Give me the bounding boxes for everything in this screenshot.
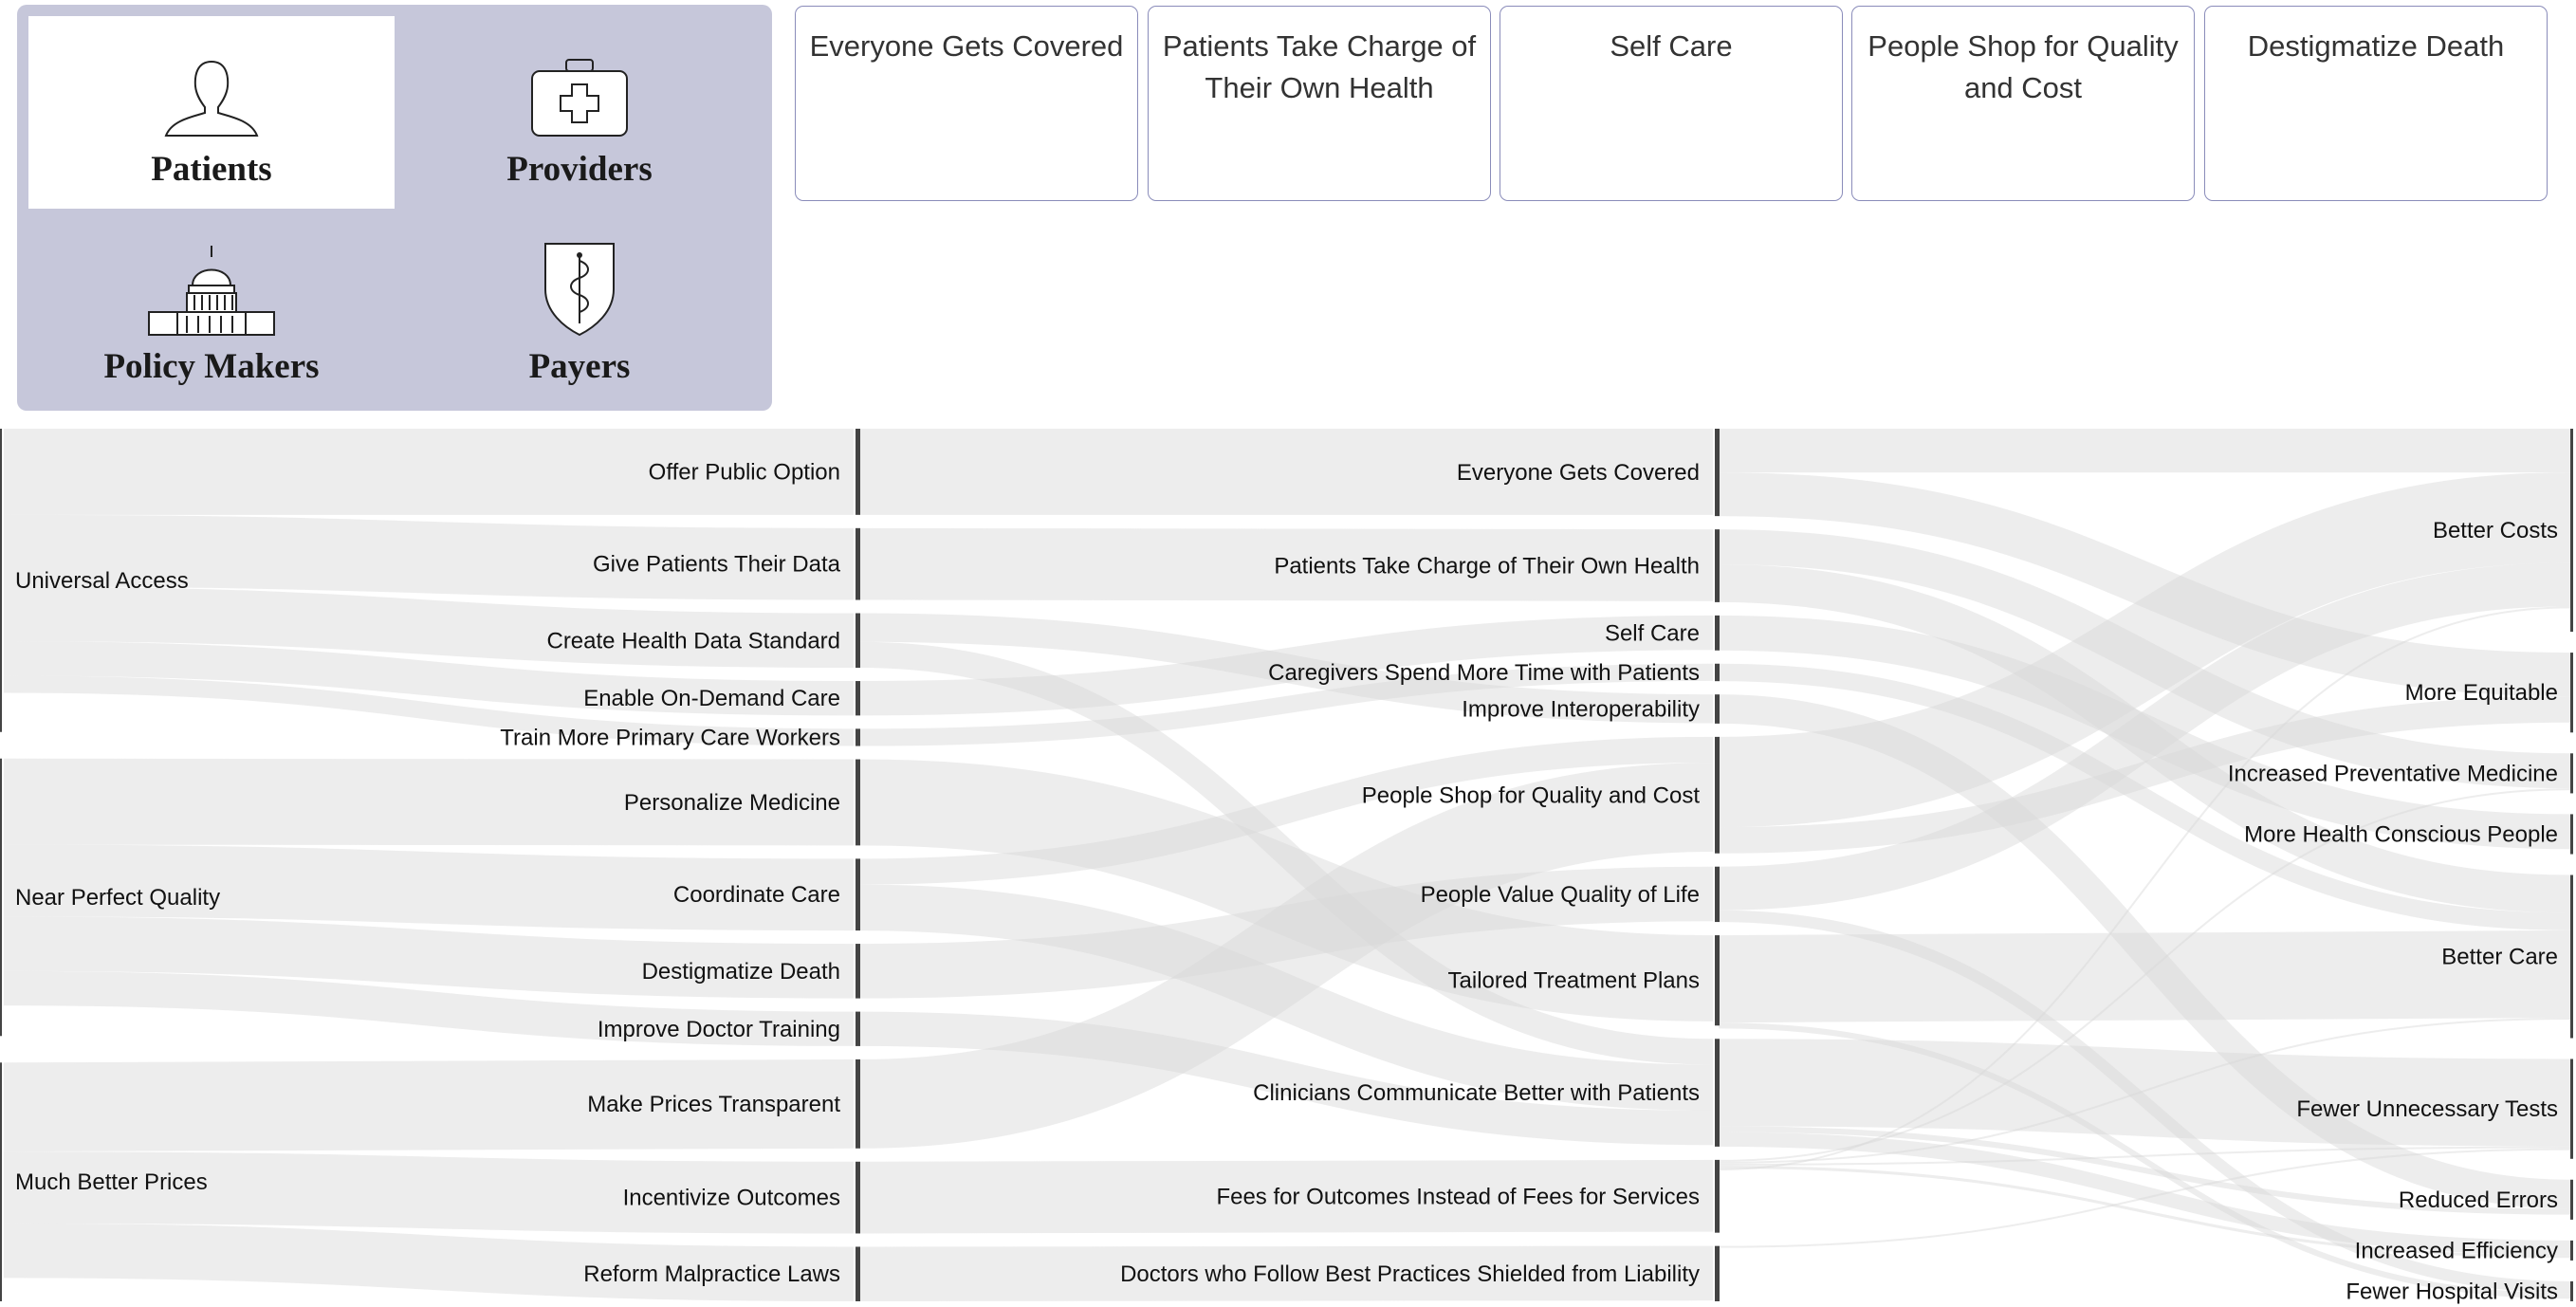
persona-label-payers: Payers	[528, 347, 631, 386]
sankey-node-chds[interactable]	[856, 614, 860, 669]
sankey-label-ii: Improve Interoperability	[1462, 696, 1700, 723]
goal-card-everyone-gets-covered[interactable]: Everyone Gets Covered	[795, 6, 1138, 201]
sankey-node-bca[interactable]	[2570, 875, 2573, 1039]
persona-label-policy-makers: Policy Makers	[103, 347, 320, 386]
sankey-label-cc: Coordinate Care	[672, 882, 840, 909]
sankey-label-mbp: Much Better Prices	[15, 1169, 208, 1196]
sankey-label-chds: Create Health Data Standard	[546, 628, 840, 654]
sankey-label-psq: People Shop for Quality and Cost	[1361, 782, 1700, 809]
sankey-node-sc[interactable]	[1715, 616, 1720, 651]
sankey-node-cc[interactable]	[856, 858, 860, 930]
sankey-node-idt[interactable]	[856, 1012, 860, 1046]
sankey-node-psq[interactable]	[1715, 737, 1720, 854]
sankey-node-rer[interactable]	[2570, 1180, 2573, 1220]
sankey-node-fut[interactable]	[2570, 1058, 2573, 1158]
sankey-label-dd: Destigmatize Death	[641, 958, 840, 985]
sankey-node-mhc[interactable]	[2570, 814, 2573, 854]
sankey-label-bco: Better Costs	[2432, 518, 2558, 544]
sankey-label-mhc: More Health Conscious People	[2244, 821, 2558, 848]
sankey-node-gptd[interactable]	[856, 528, 860, 600]
sankey-label-rml: Reform Malpractice Laws	[583, 1261, 840, 1288]
sankey-label-ptc: Patients Take Charge of Their Own Health	[1274, 553, 1700, 580]
sankey-node-ccb[interactable]	[1715, 1039, 1720, 1147]
sankey-label-gptd: Give Patients Their Data	[592, 551, 840, 578]
sankey-node-pm[interactable]	[856, 760, 860, 846]
goal-card-patients-take-charge[interactable]: Patients Take Charge of Their Own Health	[1148, 6, 1491, 201]
sankey-node-csm[interactable]	[1715, 664, 1720, 681]
sankey-label-pm: Personalize Medicine	[623, 789, 840, 816]
sankey-node-dfb[interactable]	[1715, 1246, 1720, 1301]
sankey-node-ua[interactable]	[0, 429, 2, 732]
sankey-label-idt: Improve Doctor Training	[597, 1016, 840, 1042]
sankey-node-fhv[interactable]	[2570, 1281, 2573, 1301]
sankey-label-io: Incentivize Outcomes	[622, 1185, 840, 1211]
sankey-node-eodc[interactable]	[856, 681, 860, 715]
sankey-label-rer: Reduced Errors	[2398, 1187, 2558, 1213]
sankey-label-ttp: Tailored Treatment Plans	[1447, 967, 1700, 994]
sankey-node-ipm[interactable]	[2570, 753, 2573, 793]
goal-card-self-care[interactable]: Self Care	[1500, 6, 1843, 201]
sankey-node-bco[interactable]	[2570, 429, 2573, 632]
sankey-label-tmpcw: Train More Primary Care Workers	[500, 725, 840, 751]
sankey-node-opo[interactable]	[856, 429, 860, 515]
sankey-label-eodc: Enable On-Demand Care	[583, 686, 840, 712]
sankey-label-sc: Self Care	[1604, 620, 1700, 647]
sankey-label-meq: More Equitable	[2404, 680, 2558, 707]
sankey-label-ipm: Increased Preventative Medicine	[2227, 761, 2558, 787]
sankey-label-fut: Fewer Unnecessary Tests	[2296, 1096, 2558, 1123]
sankey-label-ffo: Fees for Outcomes Instead of Fees for Services	[1216, 1184, 1700, 1210]
sankey-node-pvq[interactable]	[1715, 867, 1720, 922]
sankey-node-meq[interactable]	[2570, 653, 2573, 732]
sankey-node-ii[interactable]	[1715, 694, 1720, 724]
sankey-node-ttp[interactable]	[1715, 935, 1720, 1025]
sankey-node-ptc[interactable]	[1715, 529, 1720, 602]
sankey-label-mpt: Make Prices Transparent	[587, 1091, 840, 1117]
sankey-label-npq: Near Perfect Quality	[15, 885, 221, 911]
sankey-label-bca: Better Care	[2441, 944, 2558, 970]
sankey-node-mbp[interactable]	[0, 1062, 2, 1301]
persona-label-patients: Patients	[151, 150, 272, 189]
sankey-label-egc: Everyone Gets Covered	[1456, 460, 1700, 487]
sankey-node-rml[interactable]	[856, 1246, 860, 1301]
sankey-label-fhv: Fewer Hospital Visits	[2346, 1279, 2558, 1305]
sankey-label-csm: Caregivers Spend More Time with Patients	[1268, 659, 1700, 686]
sankey-node-ief[interactable]	[2570, 1241, 2573, 1261]
sankey-node-mpt[interactable]	[856, 1059, 860, 1149]
sankey-node-egc[interactable]	[1715, 429, 1720, 516]
sankey-label-pvq: People Value Quality of Life	[1420, 881, 1700, 908]
persona-label-providers: Providers	[506, 150, 653, 189]
sankey-node-tmpcw[interactable]	[856, 728, 860, 746]
sankey-node-dd[interactable]	[856, 944, 860, 999]
sankey-node-npq[interactable]	[0, 759, 2, 1037]
sankey-label-opo: Offer Public Option	[648, 459, 840, 486]
sankey-label-dfb: Doctors who Follow Best Practices Shielded from Liability	[1120, 1261, 1700, 1287]
sankey-label-ief: Increased Efficiency	[2354, 1238, 2558, 1264]
goal-card-people-shop-quality-cost[interactable]: People Shop for Quality and Cost	[1851, 6, 2195, 201]
sankey-label-ua: Universal Access	[15, 567, 189, 594]
goal-card-destigmatize-death[interactable]: Destigmatize Death	[2204, 6, 2548, 201]
sankey-node-io[interactable]	[856, 1162, 860, 1234]
sankey-node-ffo[interactable]	[1715, 1160, 1720, 1233]
sankey-label-ccb: Clinicians Communicate Better with Patients	[1253, 1080, 1700, 1107]
